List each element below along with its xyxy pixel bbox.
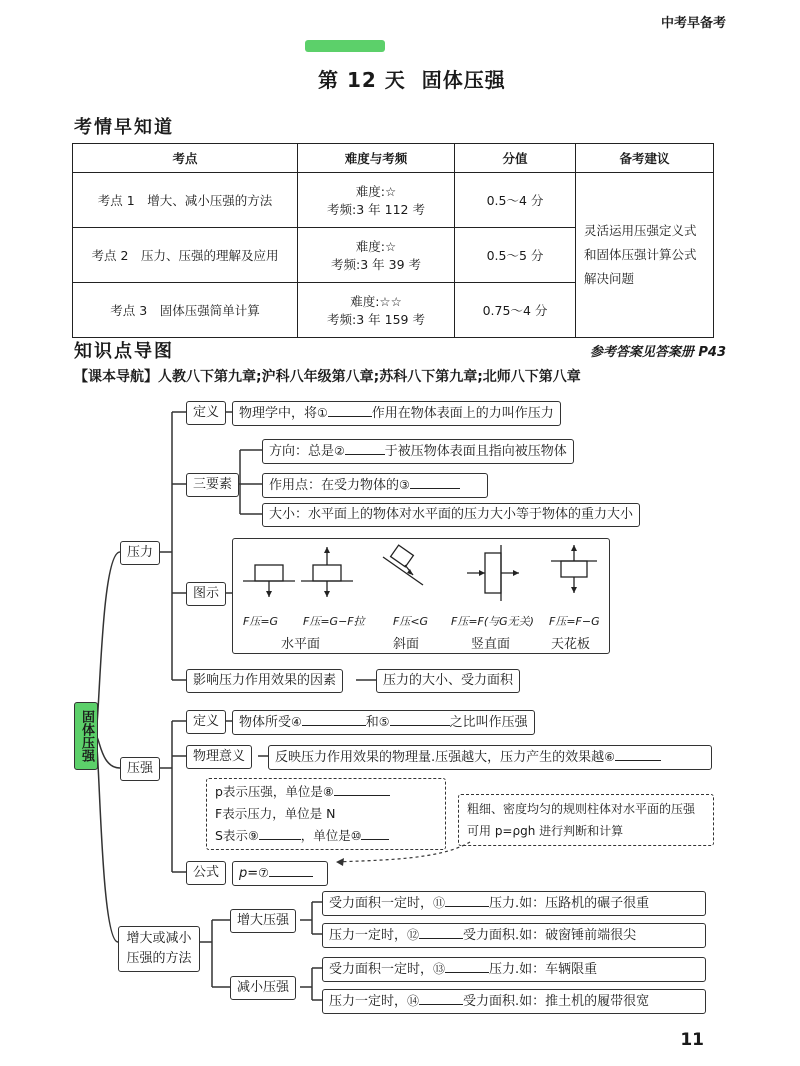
- physical-meaning: 反映压力作用效果的物理量.压强越大，压力产生的效果越⑥: [268, 745, 712, 770]
- caption-name: 天花板: [551, 637, 591, 652]
- col-header: 备考建议: [576, 144, 714, 173]
- tag-decrease-pressure: 减小压强: [230, 976, 296, 1000]
- cell-advice: 灵活运用压强定义式和固体压强计算公式解决问题: [576, 173, 714, 338]
- col-header: 难度与考频: [298, 144, 455, 173]
- course-guide: 【课本导航】人教八下第九章;沪科八年级第八章;苏科八下第九章;北师八下第八章: [74, 369, 581, 385]
- force-point: 作用点：在受力物体的③: [262, 473, 488, 498]
- formula: p=⑦: [232, 861, 328, 886]
- caption-name: 竖直面: [471, 637, 511, 652]
- col-header: 考点: [73, 144, 298, 173]
- force-magnitude: 大小：水平面上的物体对水平面的压力大小等于物体的重力大小: [262, 503, 640, 527]
- caption-name: 水平面: [281, 637, 321, 652]
- cell-score: 0.75～4 分: [455, 283, 576, 338]
- answer-reference: 参考答案见答案册 P43: [589, 345, 726, 360]
- force-definition: 物理学中，将① 作用在物体表面上的力叫作压力: [232, 401, 561, 426]
- cell-point: 考点 2 压力、压强的理解及应用: [73, 228, 298, 283]
- tag-factors: 影响压力作用效果的因素: [186, 669, 343, 693]
- pressure-definition: 物体所受④ 和⑤ 之比叫作压强: [232, 710, 535, 735]
- corner-title: 中考早备考: [660, 16, 726, 31]
- page-title: 第 12 天 固体压强: [318, 68, 506, 92]
- tag-pressure-definition: 定义: [186, 710, 226, 734]
- mindmap-root: 固体压强: [74, 702, 98, 770]
- cell-point: 考点 1 增大、减小压强的方法: [73, 173, 298, 228]
- increase-method: 受力面积一定时，⑪ 压力.如：压路机的碾子很重: [322, 891, 706, 916]
- col-header: 分值: [455, 144, 576, 173]
- caption-formula: F压=F(与G无关): [451, 615, 534, 628]
- caption-name: 斜面: [393, 637, 420, 652]
- caption-formula: F压=F−G: [549, 615, 600, 628]
- cell-score: 0.5～5 分: [455, 228, 576, 283]
- caption-formula: F压=G−F拉: [303, 615, 365, 628]
- force-direction: 方向：总是② 于被压物体表面且指向被压物体: [262, 439, 574, 464]
- tag-definition: 定义: [186, 401, 226, 425]
- tag-increase-pressure: 增大压强: [230, 909, 296, 933]
- cell-difficulty: 难度:☆☆ 考频:3 年 159 考: [298, 283, 455, 338]
- factors: 压力的大小、受力面积: [376, 669, 520, 693]
- branch-methods: 增大或减小压强的方法: [118, 926, 200, 972]
- caption-formula: F压=G: [243, 615, 279, 628]
- cell-score: 0.5～4 分: [455, 173, 576, 228]
- section-exam-title: 考情早知道: [74, 117, 174, 138]
- caption-formula: F压<G: [393, 615, 429, 628]
- branch-pressure: 压强: [120, 757, 160, 781]
- tag-figure: 图示: [186, 582, 226, 606]
- tag-three-elements: 三要素: [186, 473, 239, 497]
- decrease-method: 受力面积一定时，⑬ 压力.如：车辆限重: [322, 957, 706, 982]
- branch-pressure-force: 压力: [120, 541, 160, 565]
- symbols-box: p表示压强，单位是⑧ F表示压力，单位是 N S表示⑨ ，单位是⑩: [206, 778, 446, 850]
- column-pressure-note: 粗细、密度均匀的规则柱体对水平面的压强可用 p=ρgh 进行判断和计算: [458, 794, 714, 846]
- tag-formula: 公式: [186, 861, 226, 885]
- decrease-method: 压力一定时，⑭ 受力面积.如：推土机的履带很宽: [322, 989, 706, 1014]
- tag-physical-meaning: 物理意义: [186, 745, 252, 769]
- increase-method: 压力一定时，⑫ 受力面积.如：破窗锤前端很尖: [322, 923, 706, 948]
- page-number: 11: [680, 1030, 704, 1050]
- cell-difficulty: 难度:☆ 考频:3 年 39 考: [298, 228, 455, 283]
- force-diagrams: [232, 538, 610, 654]
- cell-point: 考点 3 固体压强简单计算: [73, 283, 298, 338]
- cell-difficulty: 难度:☆ 考频:3 年 112 考: [298, 173, 455, 228]
- section-map-title: 知识点导图: [74, 341, 174, 362]
